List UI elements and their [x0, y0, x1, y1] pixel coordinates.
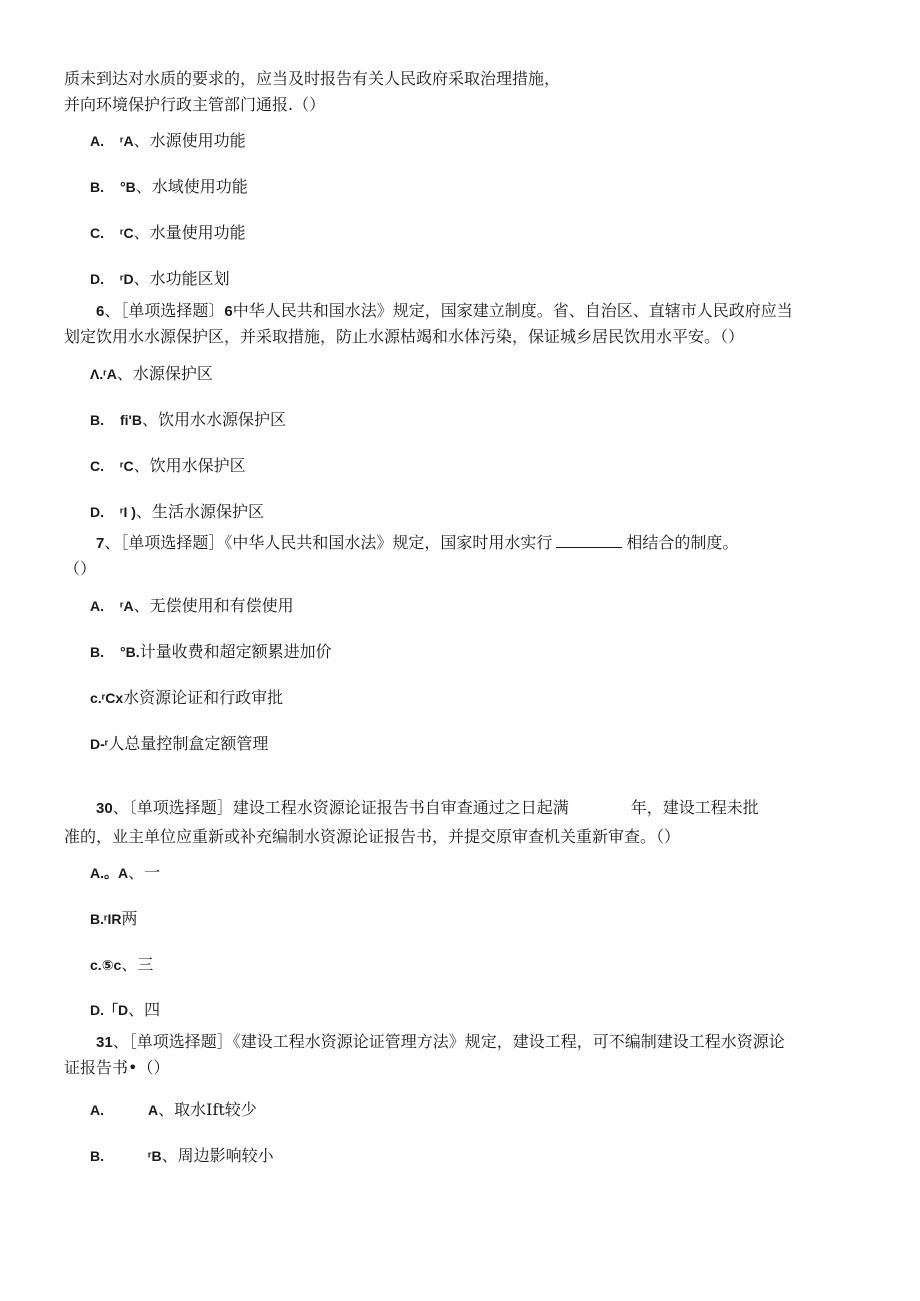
q5-option-b[interactable] [90, 176, 248, 198]
option-marker: ʳA [120, 133, 134, 149]
question-type: ［单项选择题〕 [120, 301, 225, 320]
q31-stem-line1 [96, 1031, 785, 1054]
q6-option-a[interactable] [90, 363, 213, 385]
q5-stem-line2: 并向环境保护行政主管部门通报.（） [64, 95, 326, 114]
answer-blank[interactable] [556, 533, 622, 548]
q6-option-c[interactable] [90, 455, 246, 477]
q5-option-d[interactable] [90, 268, 230, 290]
question-sep: 、 [112, 1032, 129, 1051]
q31-option-b[interactable] [90, 1145, 274, 1167]
option-label: c. [90, 957, 102, 973]
option-label: D. [90, 271, 104, 287]
question-stem: ［单项选择题］《建设工程水资源论证管理方法》规定，建设工程，可不编制建设工程水资源论 [128, 1032, 785, 1051]
question-number: 7 [96, 535, 105, 552]
option-text: 、水源使用功能 [133, 131, 246, 150]
question-inline-number: 6 [224, 303, 233, 320]
option-marker: ʳA [103, 366, 117, 382]
q31-option-a[interactable] [90, 1099, 257, 1121]
option-marker: 「D [104, 1002, 129, 1018]
option-label: D- [90, 736, 105, 752]
option-text: 、无偿使用和有偿使用 [133, 596, 294, 615]
option-label: B. [90, 1148, 104, 1164]
option-text: 、三 [121, 955, 154, 974]
option-label: C. [90, 458, 104, 474]
question-sep: 、 [112, 798, 129, 817]
option-text: 计量收费和超定额累进加价 [139, 642, 332, 661]
option-marker: ʳI ) [120, 504, 136, 520]
q5-stem-line1: 质未到达对水质的要求的，应当及时报告有关人民政府采取治理措施， [64, 69, 561, 88]
option-text: 、生活水源保护区 [135, 502, 264, 521]
option-label: c. [90, 690, 102, 706]
q30-option-d[interactable] [90, 999, 160, 1021]
option-marker: ʳIR [104, 911, 122, 927]
option-marker: 。A [104, 865, 129, 881]
question-number: 31 [96, 1034, 113, 1051]
question-sep: 、 [104, 533, 121, 552]
question-stem: 中华人民共和国水法》规定，国家建立制度。省、自治区、直辖市人民政府应当 [232, 301, 793, 320]
q7-option-a[interactable] [90, 595, 294, 617]
option-text: 、水量使用功能 [133, 223, 246, 242]
option-marker: ʳ [104, 736, 109, 752]
option-text: 、一 [128, 863, 161, 882]
option-label: C. [90, 225, 104, 241]
option-marker: ʳD [120, 271, 134, 287]
option-label: B. [90, 412, 104, 428]
q31-stem-line2: 证报告书•（） [64, 1058, 170, 1077]
option-label: A. [90, 598, 104, 614]
question-number: 6 [96, 303, 105, 320]
q30-option-b[interactable] [90, 908, 138, 930]
option-marker: ʳC [120, 225, 134, 241]
option-text: 、取水Ift较少 [158, 1100, 257, 1119]
option-label: B. [90, 911, 104, 927]
option-marker: ʳB [148, 1148, 162, 1164]
q30-option-c[interactable] [90, 954, 153, 976]
question-stem: ［单项选择题］《中华人民共和国水法》规定，国家时用水实行 [120, 533, 553, 552]
option-text: 、水源保护区 [116, 364, 213, 383]
option-text: 、水功能区划 [133, 269, 230, 288]
q6-option-b[interactable] [90, 409, 286, 431]
option-marker: ʳCx [101, 690, 124, 706]
option-label: A. [90, 865, 104, 881]
option-marker: ⑤c [101, 957, 122, 973]
question-stem: 〔单项选择题］建设工程水资源论证报告书自审查通过之日起满 [128, 798, 569, 817]
question-number: 30 [96, 800, 113, 817]
q7-option-c[interactable] [90, 687, 283, 709]
option-text: 、周边影响较小 [161, 1146, 274, 1165]
q7-stem-line1 [96, 532, 738, 555]
q5-option-a[interactable] [90, 130, 246, 152]
option-text: 、四 [128, 1000, 161, 1019]
option-marker: fi'B [120, 412, 142, 428]
q6-stem-line2: 划定饮用水水源保护区，并采取措施，防止水源枯竭和水体污染，保证城乡居民饮用水平安。（） [64, 327, 745, 346]
q30-option-a[interactable] [90, 862, 160, 884]
q30-stem-line1 [96, 797, 759, 820]
option-marker: °B [120, 179, 136, 195]
option-label: D. [90, 1002, 104, 1018]
option-text: 人总量控制盒定额管理 [108, 734, 269, 753]
option-label: B. [90, 179, 104, 195]
q6-stem-line1 [96, 300, 793, 323]
question-stem-end: 年，建设工程未批 [630, 798, 759, 817]
option-text: 、饮用水水源保护区 [142, 410, 287, 429]
q7-option-b[interactable] [90, 641, 332, 663]
q30-stem-line2: 准的，业主单位应重新或补充编制水资源论证报告书，并提交原审查机关重新审查。（） [64, 827, 681, 846]
q7-stem-line2: （） [64, 559, 97, 578]
option-text: 水资源论证和行政审批 [123, 688, 284, 707]
q7-option-d[interactable] [90, 733, 268, 755]
option-label: A. [90, 133, 104, 149]
option-text: 、饮用水保护区 [133, 456, 246, 475]
option-marker: ʳC [120, 458, 134, 474]
option-marker: ʳA [120, 598, 134, 614]
q5-option-c[interactable] [90, 222, 246, 244]
option-label: Λ. [90, 366, 104, 382]
question-sep: 、 [104, 301, 121, 320]
option-marker: A [148, 1102, 159, 1118]
option-marker: °B. [120, 644, 140, 660]
option-label: B. [90, 644, 104, 660]
option-label: D. [90, 504, 104, 520]
option-label: A. [90, 1102, 104, 1118]
q6-option-d[interactable] [90, 501, 264, 523]
question-stem-end: 相结合的制度。 [626, 533, 739, 552]
option-text: 、水域使用功能 [135, 177, 248, 196]
option-text: 两 [121, 909, 138, 928]
